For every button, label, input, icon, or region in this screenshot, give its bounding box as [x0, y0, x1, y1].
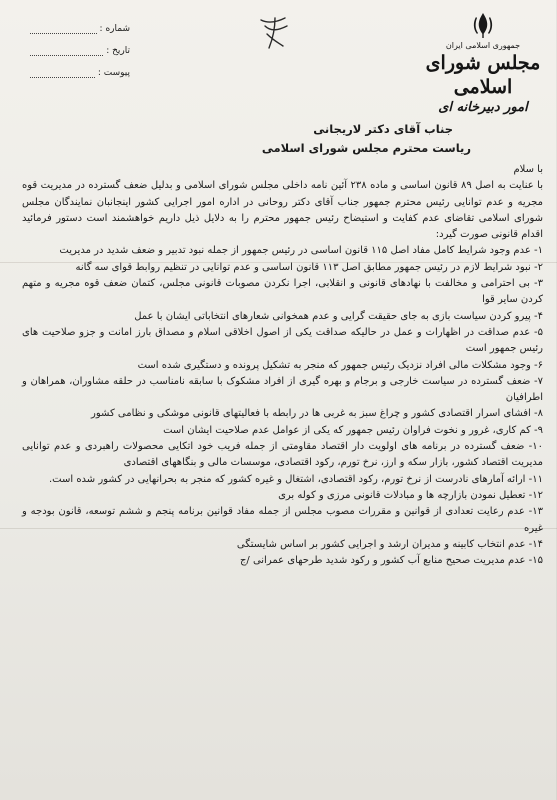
addressee-line: جناب آقای دکتر لاریجانی — [313, 122, 453, 136]
intro-paragraph: با عنایت به اصل ۸۹ قانون اساسی و ماده ۲۳۸ آئین نامه داخلی مجلس شورای اسلامی و بدلیل ضعف گسترده در مدیریت قوه مجریه و عدم توانایی رئیس محترم جمهور جناب آقای دکتر روحانی در اداره امور اجرایی کشور اینجانبان نمایندگان مجلس شورای اسلامی تقاضای عدم کفایت و استیضاح رئیس جمهور محترم را به دلایل ذیل داریم خواهشمند است دستور فرمائید اقدام قانونی صورت گیرد: — [22, 180, 544, 241]
list-item: ۱۲- تعطیل نمودن بازارچه ها و مبادلات قانونی مرزی و کوله بری — [278, 489, 543, 501]
attachment-line — [30, 67, 95, 78]
reasons-list — [22, 243, 543, 569]
list-item: ۳- بی احترامی و مخالفت با نهادهای قانونی و انقلابی، اجرا نکردن مصوبات قانونی مجلس، کتمان ضعف قوه مجریه و متهم کردن سایر قوا — [22, 278, 543, 306]
meta-fields — [30, 12, 130, 78]
signature-mark-icon — [255, 12, 295, 52]
addressee-title: ریاست محترم مجلس شورای اسلامی — [261, 141, 471, 155]
date-line — [30, 45, 103, 56]
list-item: ۱۰- ضعف گسترده در برنامه های اولویت دار اقتصاد مقاومتی از جمله فریب خود اتکایی محصولات راهبردی و عدم توانایی مدیریت اقتصاد کشور، بازار سکه و ارز، نرخ تورم، رکود اقتصادی، موسسات مالی و بنگاههای اقتصادی — [22, 441, 543, 469]
list-item: ۲- نبود شرایط لازم در رئیس جمهور مطابق اصل ۱۱۳ قانون اساسی و عدم توانایی در تنظیم روابط قوای سه گانه — [75, 261, 543, 273]
greeting: با سلام — [513, 164, 543, 175]
list-item: ۱- عدم وجود شرایط کامل مفاد اصل ۱۱۵ قانون اساسی در رئیس جمهور از جمله نبود تدبیر و ضعف شدید در مدیریت — [59, 245, 543, 257]
list-item: ۵- عدم صداقت در اظهارات و عمل در حالیکه صداقت یکی از اصول اخلاقی اسلام و مصداق بارز امانت و جزو صلاحیت های رئیس جمهور است — [22, 326, 543, 355]
list-item: ۷- ضعف گسترده در سیاست خارجی و برجام و بهره گیری از افراد مشکوک با سابقه نامناسب در حلقه مشاوران، همراهان و اطرافیان — [22, 375, 543, 404]
date-field — [30, 34, 130, 56]
letterhead-department: امور دبیرخانه ای — [438, 100, 528, 115]
list-item: ۱۴- عدم انتخاب کابینه و مدیران ارشد و اجرایی کشور بر اساس شایستگی — [236, 538, 543, 550]
iran-emblem-icon — [468, 10, 498, 40]
list-item: ۱۳- عدم رعایت تعدادی از قوانین و مقررات مصوب مجلس از جمله مفاد قوانین برنامه پنجم و ششم توسعه، قانون بودجه و غیره — [22, 506, 543, 534]
list-item: ۸- افشای اسرار اقتصادی کشور و چراغ سبز به غربی ها در رابطه با فعالیتهای قانونی موشکی و نظامی کشور — [91, 408, 543, 420]
number-line — [30, 23, 97, 34]
list-item: ۶- وجود مشکلات مالی افراد نزدیک رئیس جمهور که منجر به تشکیل پرونده و دستگیری شده است — [137, 359, 543, 371]
list-item: ۹- کم کاری، غرور و نخوت فراوان رئیس جمهور که یکی از عوامل عدم صلاحیت ایشان است — [163, 424, 543, 436]
letterhead — [423, 10, 543, 117]
attachment-field — [30, 56, 130, 78]
attachment-label: پیوست : — [97, 68, 130, 78]
letter-body — [22, 120, 543, 569]
list-item: ۱۵- عدم مدیریت صحیح منابع آب کشور و رکود شدید طرحهای عمرانی /ج — [239, 555, 543, 567]
date-label: تاریخ : — [106, 46, 130, 56]
number-field — [30, 12, 130, 34]
list-item: ۱۱- ارائه آمارهای نادرست از نرخ تورم، رکود اقتصادی، اشتغال و غیره کشور که منجر به بحرانهایی در کشور شده است. — [48, 473, 543, 485]
number-label: شماره : — [99, 24, 130, 34]
letterhead-republic: جمهوری اسلامی ایران — [445, 41, 521, 50]
letterhead-parliament: مجلس شورای اسلامی — [425, 52, 541, 98]
list-item: ۴- پیرو کردن سیاست بازی به جای حقیقت گرایی و عدم همخوانی شعارهای انتخاباتی ایشان با عمل — [134, 310, 543, 322]
